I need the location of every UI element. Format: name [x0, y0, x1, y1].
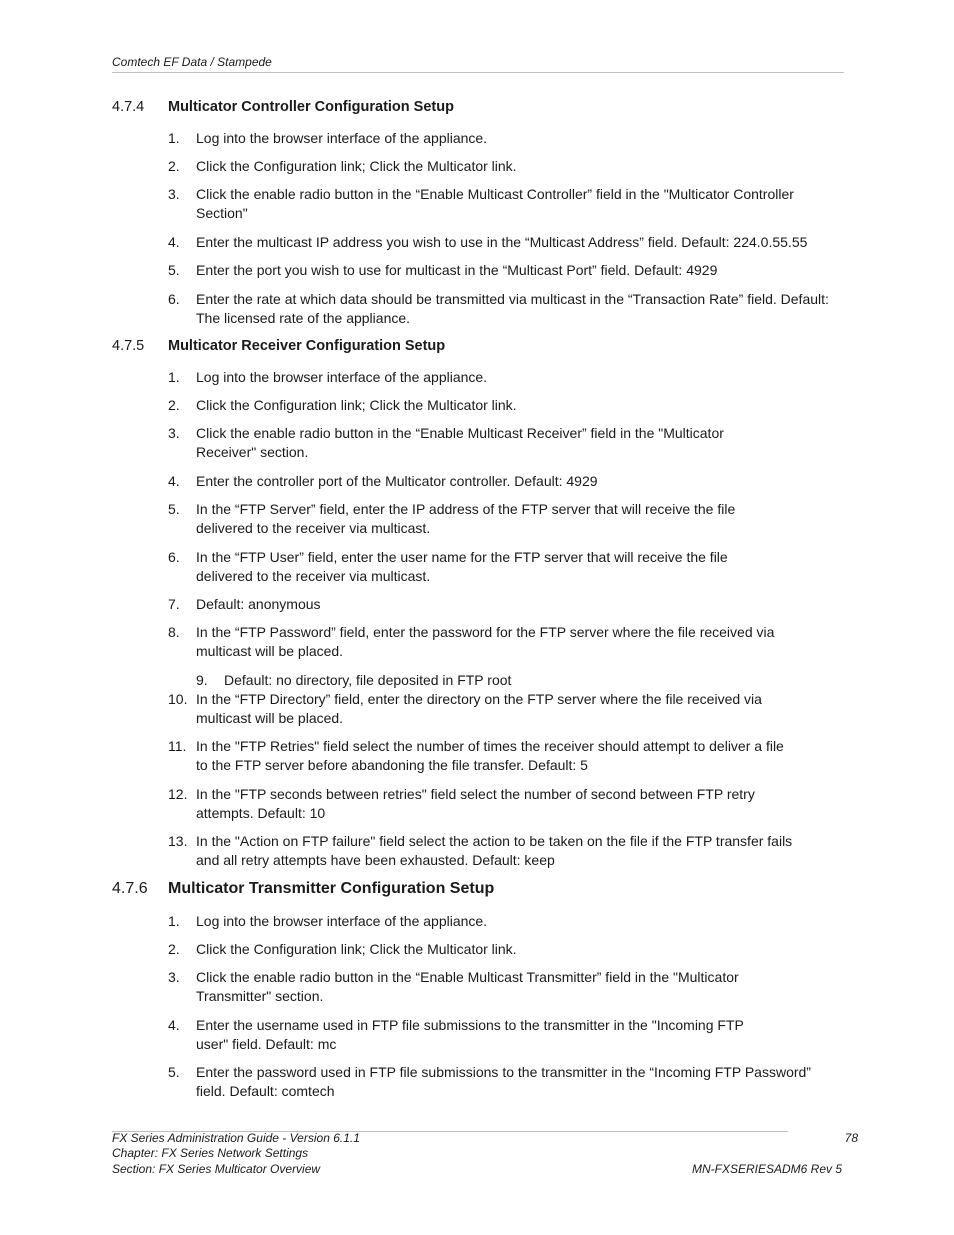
section-title: Multicator Controller Configuration Setup	[168, 99, 454, 115]
section-number: 4.7.6	[112, 880, 148, 897]
section-number: 4.7.4	[112, 99, 145, 115]
footer-guide-title: FX Series Administration Guide - Version 6.1.1	[112, 1131, 360, 1145]
section-heading-4-7-6	[112, 880, 494, 898]
footer-chapter: Chapter: FX Series Network Settings	[112, 1146, 309, 1160]
footer-doc-id: MN-FXSERIESADM6 Rev 5	[691, 1162, 842, 1176]
header-divider	[112, 72, 844, 73]
section-title: Multicator Transmitter Configuration Setup	[168, 880, 495, 897]
footer-section: Section: FX Series Multicator Overview	[112, 1162, 321, 1176]
section-heading-4-7-4	[112, 99, 454, 115]
page-number: 78	[844, 1131, 858, 1145]
page-header-title: Comtech EF Data / Stampede	[112, 55, 272, 69]
section-heading-4-7-5	[112, 338, 445, 354]
section-number: 4.7.5	[112, 338, 145, 354]
section-title: Multicator Receiver Configuration Setup	[168, 338, 446, 354]
